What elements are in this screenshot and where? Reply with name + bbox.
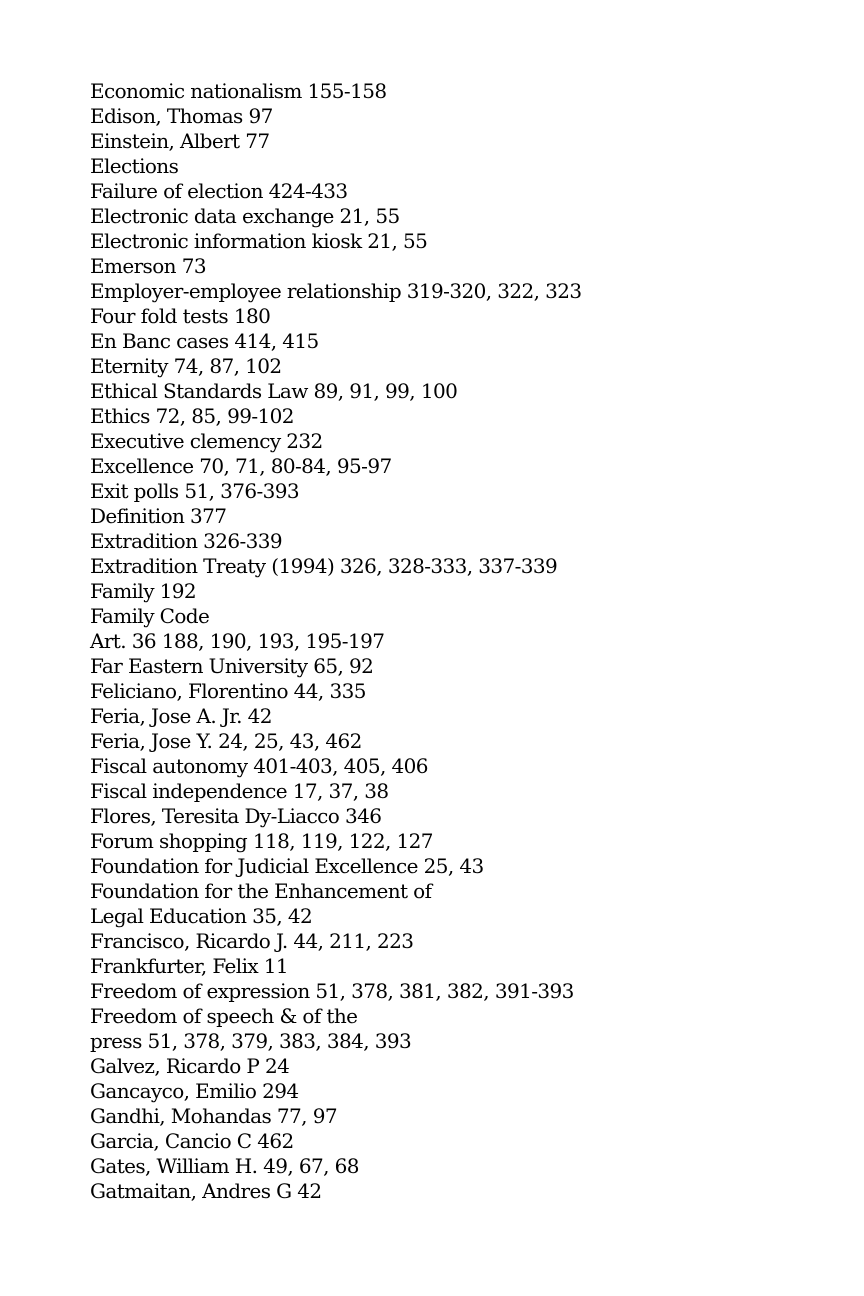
index-entry: Family Code [90,604,210,628]
index-entry: Foundation for Judicial Excellence 25, 43 [90,854,484,878]
index-entry: Gandhi, Mohandas 77, 97 [90,1104,337,1128]
index-entry: Economic nationalism 155-158 [90,79,387,103]
index-entry: Far Eastern University 65, 92 [90,654,374,678]
index-entry: Feria, Jose Y. 24, 25, 43, 462 [90,729,362,753]
index-entry: Extradition Treaty (1994) 326, 328-333, 337-339 [90,554,558,578]
index-entry-continuation: press 51, 378, 379, 383, 384, 393 [90,1029,412,1053]
index-subentry: Four fold tests 180 [90,304,271,328]
index-entry: Executive clemency 232 [90,429,323,453]
index-subentry: Failure of election 424-433 [90,179,348,203]
index-entry: Excellence 70, 71, 80-84, 95-97 [90,454,392,478]
index-entry: Flores, Teresita Dy-Liacco 346 [90,804,382,828]
index-entry: Ethical Standards Law 89, 91, 99, 100 [90,379,458,403]
index-entry: Exit polls 51, 376-393 [90,479,299,503]
index-entry: Gates, William H. 49, 67, 68 [90,1154,359,1178]
index-entry: En Banc cases 414, 415 [90,329,319,353]
index-entry: Garcia, Cancio C 462 [90,1129,294,1153]
index-entry: Feria, Jose A. Jr. 42 [90,704,272,728]
index-entry: Elections [90,154,179,178]
index-entry: Frankfurter, Felix 11 [90,954,289,978]
index-entry: Emerson 73 [90,254,206,278]
index-entry: Gatmaitan, Andres G 42 [90,1179,322,1203]
index-entry: Foundation for the Enhancement of [90,879,432,903]
index-entry: Einstein, Albert 77 [90,129,270,153]
index-entry: Electronic information kiosk 21, 55 [90,229,428,253]
index-entry: Francisco, Ricardo J. 44, 211, 223 [90,929,414,953]
index-entry: Gancayco, Emilio 294 [90,1079,299,1103]
index-entry-continuation: Legal Education 35, 42 [90,904,313,928]
index-entry: Employer-employee relationship 319-320, 322, 323 [90,279,582,303]
index-entry: Family 192 [90,579,197,603]
index-entry: Forum shopping 118, 119, 122, 127 [90,829,433,853]
index-entry: Ethics 72, 85, 99-102 [90,404,294,428]
index-entry: Galvez, Ricardo P 24 [90,1054,290,1078]
index-subentry: Art. 36 188, 190, 193, 195-197 [90,629,385,653]
index-entry: Fiscal autonomy 401-403, 405, 406 [90,754,428,778]
index-entry: Electronic data exchange 21, 55 [90,204,400,228]
index-entry: Eternity 74, 87, 102 [90,354,282,378]
index-entry: Edison, Thomas 97 [90,104,273,128]
index-entry: Fiscal independence 17, 37, 38 [90,779,389,803]
index-entry: Extradition 326-339 [90,529,283,553]
index-list [90,79,581,1204]
index-entry: Freedom of speech & of the [90,1004,358,1028]
index-entry: Freedom of expression 51, 378, 381, 382, 391-393 [90,979,574,1003]
index-entry: Feliciano, Florentino 44, 335 [90,679,366,703]
index-subentry: Definition 377 [90,504,227,528]
